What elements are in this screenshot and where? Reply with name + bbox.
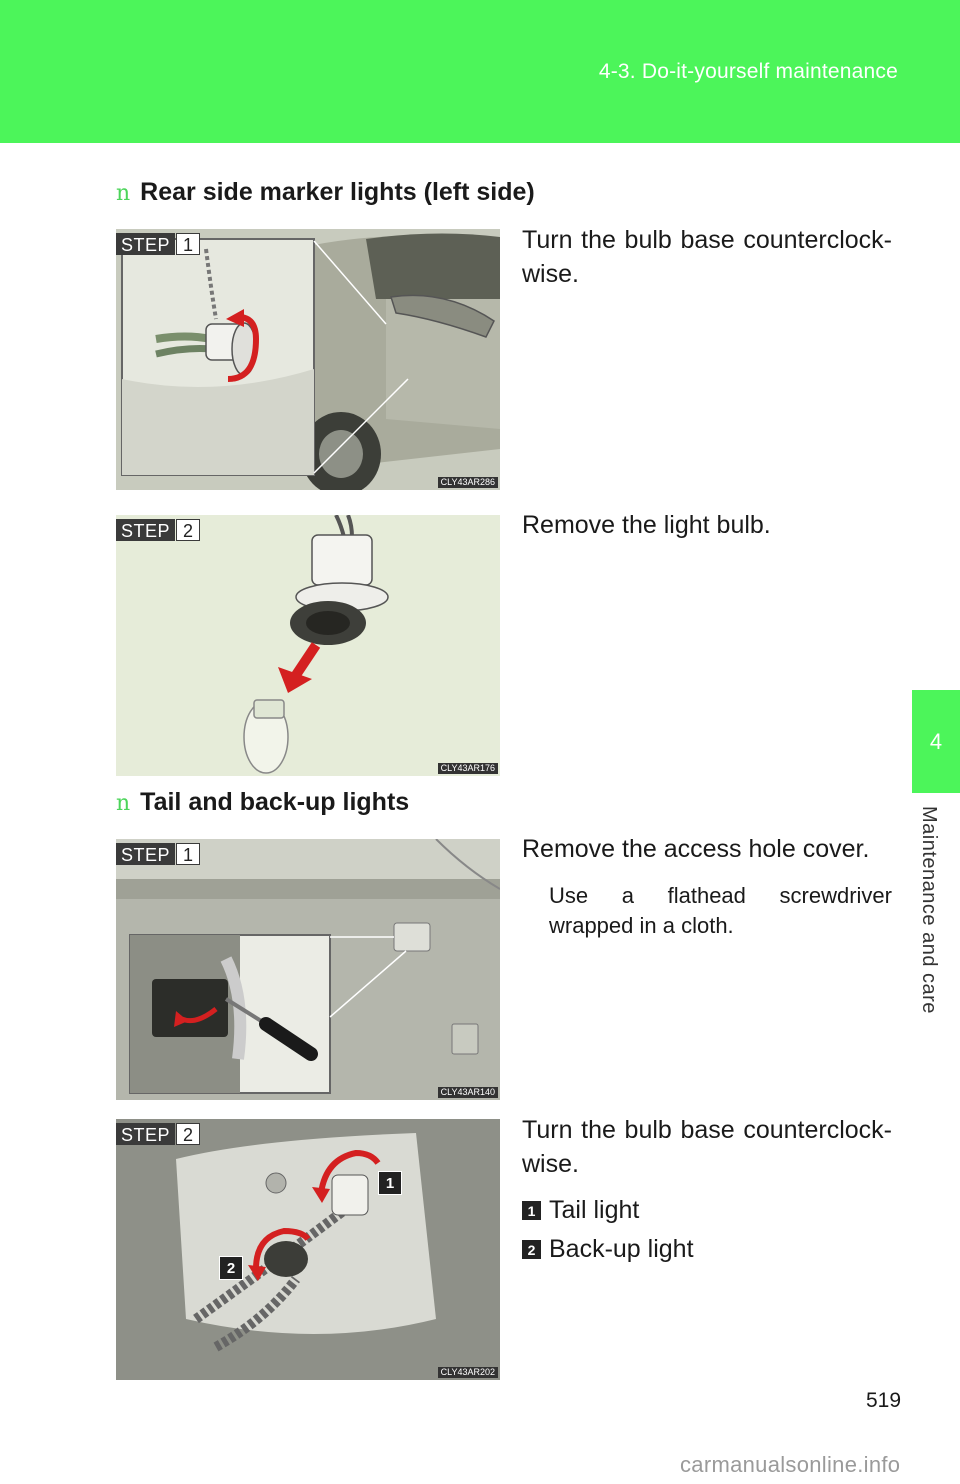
header-band bbox=[0, 0, 960, 143]
callout-1-icon: 1 bbox=[378, 1171, 402, 1195]
step-number: 2 bbox=[176, 519, 200, 541]
legend-label: Tail light bbox=[549, 1196, 640, 1224]
step-note: Use a flathead screwdriver wrapped in a cloth. bbox=[549, 883, 892, 938]
page-number: 519 bbox=[866, 1389, 902, 1412]
legend-label: Back-up light bbox=[549, 1235, 694, 1263]
step-badge bbox=[116, 233, 200, 255]
section-heading-side-marker bbox=[116, 178, 535, 207]
heading-text: Rear side marker lights (left side) bbox=[140, 178, 535, 206]
step-label: STEP bbox=[116, 843, 175, 865]
figure-code: CLY43AR140 bbox=[438, 1087, 498, 1098]
chapter-number: 4 bbox=[929, 728, 943, 754]
step-label: STEP bbox=[116, 233, 175, 255]
legend-item-back-up-light bbox=[522, 1235, 694, 1264]
illustration-tail-sockets bbox=[116, 1119, 500, 1380]
figure-code: CLY43AR176 bbox=[438, 763, 498, 774]
step-number: 2 bbox=[176, 1123, 200, 1145]
figure-code: CLY43AR286 bbox=[438, 477, 498, 488]
chapter-name: Maintenance and care bbox=[918, 806, 940, 1014]
step-description: Turn the bulb base counterclock-wise. bbox=[522, 226, 892, 288]
section-title: 4-3. Do-it-yourself maintenance bbox=[598, 60, 898, 83]
section-heading-tail-lights bbox=[116, 788, 409, 817]
step-label: STEP bbox=[116, 519, 175, 541]
illustration-access-cover bbox=[116, 839, 500, 1100]
step-description: Remove the light bulb. bbox=[522, 511, 771, 539]
heading-text: Tail and back-up lights bbox=[140, 788, 410, 816]
figure-tail-step-2 bbox=[116, 1119, 500, 1380]
figure-tail-step-1 bbox=[116, 839, 500, 1100]
bullet-icon: n bbox=[116, 791, 131, 816]
step-number: 1 bbox=[176, 843, 200, 865]
step-badge bbox=[116, 519, 200, 541]
number-1-icon: 1 bbox=[522, 1201, 541, 1220]
step-label: STEP bbox=[116, 1123, 175, 1145]
callout-2-icon: 2 bbox=[219, 1256, 243, 1280]
step-badge bbox=[116, 1123, 200, 1145]
number-2-icon: 2 bbox=[522, 1240, 541, 1259]
watermark: carmanualsonline.info bbox=[680, 1452, 901, 1477]
step-badge bbox=[116, 843, 200, 865]
step-description: Remove the access hole cover. bbox=[522, 835, 870, 863]
figure-code: CLY43AR202 bbox=[438, 1367, 498, 1378]
chapter-tab[interactable] bbox=[912, 690, 960, 793]
illustration-car-rear bbox=[116, 229, 500, 490]
step-description: Turn the bulb base counterclock-wise. bbox=[522, 1116, 892, 1178]
illustration-bulb-removal bbox=[116, 515, 500, 776]
bullet-icon: n bbox=[116, 181, 131, 206]
figure-side-marker-step-2 bbox=[116, 515, 500, 776]
figure-side-marker-step-1 bbox=[116, 229, 500, 490]
legend-item-tail-light bbox=[522, 1196, 639, 1225]
step-number: 1 bbox=[176, 233, 200, 255]
